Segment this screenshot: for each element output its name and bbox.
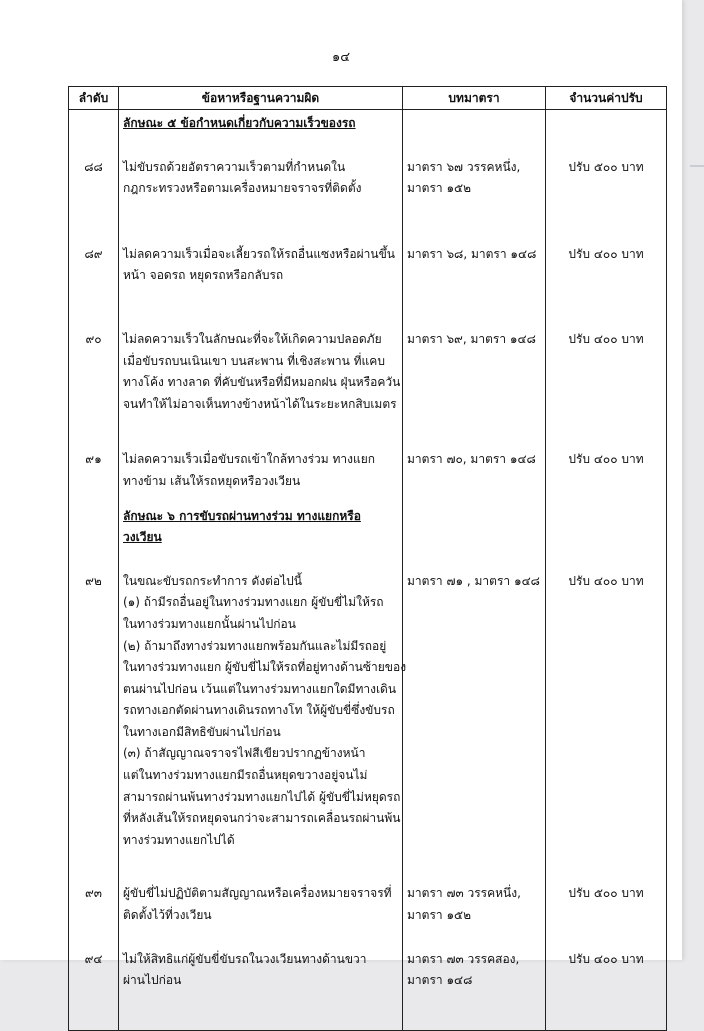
row-number: ๙๐ <box>69 307 119 431</box>
legal-section <box>403 503 546 549</box>
offense-line: ผ่านไปก่อน <box>123 973 182 988</box>
header-fine: จำนวนค่าปรับ <box>546 87 667 110</box>
offense-line: ในขณะขับรถกระทำการ ดังต่อไปนี้ <box>123 573 302 588</box>
offense-line: สามารถผ่านพ้นทางร่วมทางแยกไปได้ ผู้ขับขี่ไม่หยุดรถ <box>123 789 401 804</box>
table-body <box>69 110 667 1031</box>
row-number: ๙๒ <box>69 549 119 862</box>
table-row <box>69 861 667 948</box>
offense-line: ในทางเอกมีสิทธิขับผ่านไปก่อน <box>123 724 281 739</box>
offense-line: ผู้ขับขี่ไม่ปฏิบัติตามสัญญาณหรือเครื่องหมายจราจรที่ <box>123 886 392 901</box>
legal-section <box>403 949 546 1031</box>
heading-line: ลักษณะ ๖ การขับรถผ่านทางร่วม ทางแยกหรือ <box>123 508 361 523</box>
section-heading <box>119 110 403 135</box>
offense-description <box>119 861 403 948</box>
offense-line: ทางร่วมทางแยกไปได้ <box>123 832 235 847</box>
section-line: มาตรา ๖๗ วรรคหนึ่ง, <box>407 159 521 174</box>
heading-line: วงเวียน <box>123 530 162 545</box>
section-line: มาตรา ๗๓ วรรคหนึ่ง, <box>407 886 521 901</box>
legal-section <box>403 549 546 862</box>
section-line: มาตรา ๗๐, มาตรา ๑๔๘ <box>407 452 536 467</box>
offense-line: ไม่ให้สิทธิแก่ผู้ขับขี่ขับรถในวงเวียนทางด้านขวา <box>123 951 367 966</box>
row-number: ๙๔ <box>69 949 119 1031</box>
legal-section <box>403 110 546 135</box>
legal-section <box>403 222 546 307</box>
offense-line: ที่หลังเส้นให้รถหยุดจนกว่าจะสามารถเคลื่อนรถผ่านพ้น <box>123 811 401 826</box>
section-heading-row <box>69 110 667 135</box>
offense-line: ในทางร่วมทางแยกนั้นผ่านไปก่อน <box>123 616 296 631</box>
offense-line: ในทางร่วมทางแยก ผู้ขับขี่ไม่ให้รถที่อยู่ทางด้านซ้ายของ <box>123 660 407 675</box>
fine-amount: ปรับ ๔๐๐ บาท <box>546 222 667 307</box>
offense-line: ตนผ่านไปก่อน เว้นแต่ในทางร่วมทางแยกใดมีทางเดิน <box>123 681 397 696</box>
offense-line: ไม่ลดความเร็วเมื่อจะเลี้ยวรถให้รถอื่นแซงหรือผ่านขึ้น <box>123 246 395 261</box>
row-number <box>69 503 119 549</box>
legal-section <box>403 135 546 222</box>
section-heading <box>119 503 403 549</box>
fine-amount: ปรับ ๔๐๐ บาท <box>546 949 667 1031</box>
offense-line: ทางโค้ง ทางลาด ที่คับขันหรือที่มีหมอกฝน ฝุ่นหรือควัน <box>123 375 401 390</box>
offense-description <box>119 431 403 502</box>
section-line: มาตรา ๖๘, มาตรา ๑๔๘ <box>407 246 537 261</box>
row-number <box>69 110 119 135</box>
fine-amount <box>546 503 667 549</box>
row-number: ๙๓ <box>69 861 119 948</box>
offense-line: เมื่อขับรถบนเนินเขา บนสะพาน ที่เชิงสะพาน ที่แคบ <box>123 353 385 368</box>
header-section: บทมาตรา <box>403 87 546 110</box>
fine-amount: ปรับ ๔๐๐ บาท <box>546 307 667 431</box>
table-row <box>69 431 667 502</box>
offense-description <box>119 307 403 431</box>
offense-line: แต่ในทางร่วมทางแยกมีรถอื่นหยุดขวางอยู่จนไม่ <box>123 768 368 783</box>
offense-line: กฎกระทรวงหรือตามเครื่องหมายจราจรที่ติดตั้ง <box>123 181 362 196</box>
offense-description <box>119 549 407 862</box>
offense-line: ไม่ขับรถด้วยอัตราความเร็วตามที่กำหนดใน <box>123 159 346 174</box>
fine-amount: ปรับ ๔๐๐ บาท <box>546 431 667 502</box>
legal-section <box>403 861 546 948</box>
row-number: ๘๘ <box>69 135 119 222</box>
offense-line: ไม่ลดความเร็วในลักษณะที่จะให้เกิดความปลอดภัย <box>123 331 382 346</box>
offense-line: ติดตั้งไว้ที่วงเวียน <box>123 908 212 923</box>
fine-amount: ปรับ ๔๐๐ บาท <box>546 549 667 862</box>
fine-amount: ปรับ ๕๐๐ บาท <box>546 861 667 948</box>
offense-description <box>119 135 403 222</box>
fine-amount <box>546 110 667 135</box>
page-number: ๑๔ <box>331 50 351 65</box>
offense-description <box>119 222 403 307</box>
header-offense: ข้อหาหรือฐานความผิด <box>119 87 403 110</box>
offense-line: รถทางเอกตัดผ่านทางเดินรถทางโท ให้ผู้ขับขี่ซึ่งขับรถ <box>123 703 395 718</box>
offense-line: หน้า จอดรถ หยุดรถหรือกลับรถ <box>123 268 284 283</box>
offense-line: (๒) ถ้ามาถึงทางร่วมทางแยกพร้อมกันและไม่มีรถอยู่ <box>123 638 387 653</box>
row-number: ๙๑ <box>69 431 119 502</box>
row-number: ๘๙ <box>69 222 119 307</box>
header-no: ลำดับ <box>69 87 119 110</box>
section-line: มาตรา ๑๔๘ <box>407 973 473 988</box>
offense-line: จนทำให้ไม่อาจเห็นทางข้างหน้าได้ในระยะหกสิบเมตร <box>123 396 397 411</box>
fine-amount: ปรับ ๕๐๐ บาท <box>546 135 667 222</box>
offense-line: (๑) ถ้ามีรถอื่นอยู่ในทางร่วมทางแยก ผู้ขับขี่ไม่ให้รถ <box>123 595 384 610</box>
edge-divider <box>690 165 704 167</box>
section-heading-row <box>69 503 667 549</box>
table-row <box>69 549 667 862</box>
legal-section <box>403 307 546 431</box>
section-line: มาตรา ๖๙, มาตรา ๑๔๘ <box>407 331 536 346</box>
table-header-row <box>69 87 667 110</box>
section-line: มาตรา ๗๑ , มาตรา ๑๔๘ <box>407 573 540 588</box>
offense-line: ไม่ลดความเร็วเมื่อขับรถเข้าใกล้ทางร่วม ทางแยก <box>123 452 376 467</box>
table-row <box>69 222 667 307</box>
section-line: มาตรา ๑๕๒ <box>407 908 472 923</box>
section-line: มาตรา ๗๓ วรรคสอง, <box>407 951 520 966</box>
table-row <box>69 949 667 1031</box>
table-row <box>69 135 667 222</box>
legal-section <box>403 431 546 502</box>
table-row <box>69 307 667 431</box>
heading-line: ลักษณะ ๕ ข้อกำหนดเกี่ยวกับความเร็วของรถ <box>123 116 356 130</box>
offense-line: ทางข้าม เส้นให้รถหยุดหรือวงเวียน <box>123 473 301 488</box>
fine-table <box>68 86 667 1031</box>
section-line: มาตรา ๑๕๒ <box>407 181 472 196</box>
offense-line: (๓) ถ้าสัญญาณจราจรไฟสีเขียวปรากฏข้างหน้า <box>123 746 366 761</box>
offense-description <box>119 949 403 1031</box>
